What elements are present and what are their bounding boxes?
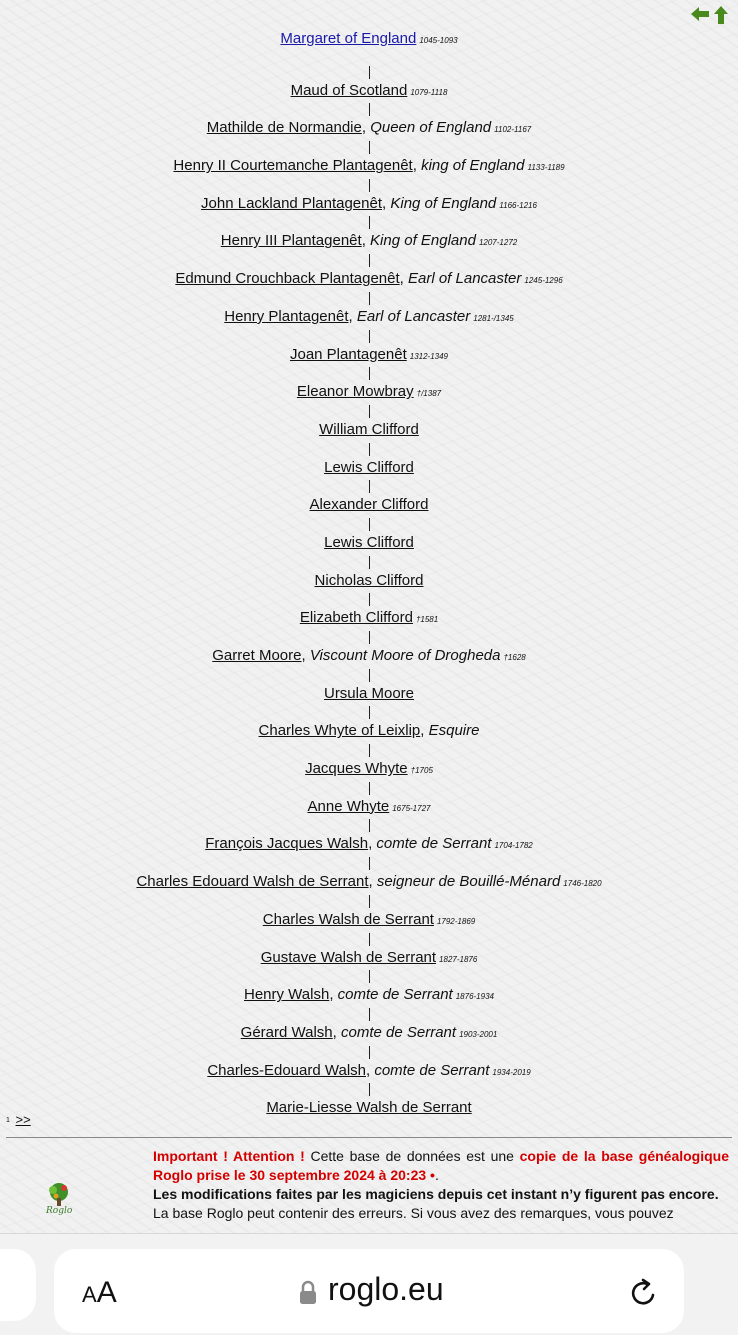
person-link[interactable]: Lewis Clifford bbox=[324, 533, 414, 551]
connector-line bbox=[369, 556, 370, 569]
lineage-item bbox=[0, 631, 738, 669]
person-dates: †1628 bbox=[503, 653, 526, 662]
notice-bold-line: Les modifications faites par les magiciens depuis cet instant n’y figurent pas encore. bbox=[153, 1186, 719, 1202]
person-link[interactable]: Charles Edouard Walsh de Serrant bbox=[136, 873, 369, 891]
person-row bbox=[0, 760, 738, 780]
person-link[interactable]: Henry Plantagenêt bbox=[224, 307, 349, 325]
lineage-item bbox=[0, 669, 738, 707]
person-title: King of England bbox=[390, 194, 497, 212]
lineage-item bbox=[0, 480, 738, 518]
connector-line bbox=[369, 744, 370, 757]
person-dates: 1792-1869 bbox=[436, 916, 476, 926]
up-link[interactable] bbox=[712, 5, 730, 25]
person-row bbox=[0, 609, 738, 629]
connector-line bbox=[369, 66, 370, 79]
lineage-item bbox=[0, 970, 738, 1008]
person-row: Garret Moore, Viscount Moore of Drogheda †1628 bbox=[212, 647, 526, 664]
connector-line bbox=[369, 179, 370, 192]
person-dates: 1079-1118 bbox=[410, 87, 448, 97]
connector-line bbox=[369, 141, 370, 154]
lineage-item bbox=[0, 518, 738, 556]
top-nav bbox=[690, 5, 730, 25]
person-row bbox=[0, 1099, 738, 1117]
person-link[interactable]: Garret Moore bbox=[212, 647, 302, 664]
person-row: Henry Plantagenêt, Earl of Lancaster 1281-/1345 bbox=[224, 307, 514, 325]
connector-line bbox=[369, 593, 370, 606]
lineage-item bbox=[0, 367, 738, 405]
person-dates: 1166-1216 bbox=[499, 200, 537, 210]
person-row bbox=[0, 534, 738, 552]
lineage-item bbox=[0, 556, 738, 594]
connector-line bbox=[369, 669, 370, 682]
person-dates: 1827-1876 bbox=[439, 954, 478, 964]
person-row bbox=[0, 82, 738, 102]
person-title: Queen of England bbox=[370, 119, 492, 137]
connector-line bbox=[369, 443, 370, 456]
person-row bbox=[0, 685, 738, 703]
connector-line bbox=[369, 1008, 370, 1021]
previous-tab-card[interactable] bbox=[0, 1249, 36, 1321]
connector-line bbox=[369, 970, 370, 983]
person-row bbox=[0, 798, 738, 818]
person-dates: 1934-2019 bbox=[492, 1067, 531, 1077]
url-text: roglo.eu bbox=[328, 1271, 444, 1307]
person-link[interactable]: Marie-Liesse Walsh de Serrant bbox=[266, 1099, 472, 1117]
lineage-item bbox=[0, 593, 738, 631]
person-row: Henry II Courtemanche Plantagenêt, king of England 1133-1189 bbox=[173, 157, 565, 175]
person-row bbox=[0, 496, 738, 514]
connector-line bbox=[369, 782, 370, 795]
lineage-item bbox=[0, 819, 738, 857]
person-row: François Jacques Walsh, comte de Serrant 1704-1782 bbox=[205, 835, 533, 853]
page-number: 1 bbox=[6, 1117, 10, 1125]
connector-line bbox=[369, 292, 370, 305]
person-title: comte de Serrant bbox=[337, 986, 453, 1004]
lineage-item bbox=[0, 28, 738, 66]
reader-settings-button[interactable]: AA bbox=[82, 1276, 117, 1309]
person-dates: 1675-1727 bbox=[392, 803, 431, 813]
divider bbox=[6, 1137, 732, 1138]
lineage-item bbox=[0, 179, 738, 217]
person-row: Edmund Crouchback Plantagenêt, Earl of Lancaster 1245-1296 bbox=[175, 270, 563, 288]
lineage-item bbox=[0, 66, 738, 104]
connector-line bbox=[369, 1046, 370, 1059]
person-title: King of England bbox=[370, 232, 476, 250]
person-link[interactable]: François Jacques Walsh bbox=[205, 835, 369, 853]
lineage-item bbox=[0, 706, 738, 744]
browser-toolbar bbox=[0, 1233, 738, 1335]
person-title: king of England bbox=[421, 157, 525, 175]
person-dates: †1581 bbox=[415, 615, 439, 625]
lineage-item bbox=[0, 933, 738, 971]
person-dates: 1245-1296 bbox=[524, 276, 563, 286]
lineage-item bbox=[0, 782, 738, 820]
connector-line bbox=[369, 933, 370, 946]
notice-text2: . bbox=[434, 1167, 439, 1183]
connector-line bbox=[369, 631, 370, 644]
notice-text1: Cette base de données est une bbox=[304, 1148, 520, 1164]
person-row bbox=[0, 949, 738, 969]
person-title: Esquire bbox=[428, 722, 480, 740]
person-link[interactable]: Margaret of England bbox=[280, 30, 417, 47]
person-row: Henry III Plantagenêt, King of England 1207-1272 bbox=[220, 232, 518, 250]
lineage-item bbox=[0, 1008, 738, 1046]
person-row: Henry Walsh, comte de Serrant 1876-1934 bbox=[244, 986, 494, 1004]
person-link[interactable]: Anne Whyte bbox=[307, 797, 390, 815]
person-link[interactable]: Lewis Clifford bbox=[324, 458, 414, 476]
connector-line bbox=[369, 480, 370, 493]
person-title: comte de Serrant bbox=[374, 1061, 490, 1079]
person-row bbox=[0, 346, 738, 366]
connector-line bbox=[369, 330, 370, 343]
person-link[interactable]: Nicholas Clifford bbox=[314, 571, 424, 589]
person-link[interactable]: William Clifford bbox=[319, 420, 419, 438]
person-dates: 1045-1093 bbox=[419, 36, 458, 45]
person-title: comte de Serrant bbox=[376, 835, 492, 853]
next-page-link[interactable]: >> bbox=[15, 1112, 31, 1127]
person-link[interactable]: Joan Plantagenêt bbox=[289, 345, 407, 363]
person-link[interactable]: Gérard Walsh bbox=[240, 1023, 333, 1041]
person-link[interactable]: Ursula Moore bbox=[323, 684, 415, 702]
person-link[interactable]: Eleanor Mowbray bbox=[296, 383, 414, 401]
person-link[interactable]: Elizabeth Clifford bbox=[299, 609, 413, 627]
lineage-item bbox=[0, 103, 738, 141]
person-title: Earl of Lancaster bbox=[356, 307, 471, 325]
lineage-item bbox=[0, 216, 738, 254]
lineage-item bbox=[0, 1046, 738, 1084]
person-row: Charles Edouard Walsh de Serrant, seigneur de Bouillé-Ménard 1746-1820 bbox=[136, 873, 602, 891]
arrow-left-icon bbox=[690, 5, 710, 23]
connector-line bbox=[369, 1083, 370, 1096]
person-link[interactable]: Edmund Crouchback Plantagenêt bbox=[175, 270, 400, 288]
lineage-item bbox=[0, 1083, 738, 1121]
connector-line bbox=[369, 216, 370, 229]
person-row bbox=[0, 911, 738, 931]
person-row: John Lackland Plantagenêt, King of England 1166-1216 bbox=[201, 194, 537, 212]
arrow-up-icon bbox=[712, 5, 730, 25]
lineage-item bbox=[0, 405, 738, 443]
person-link[interactable]: John Lackland Plantagenêt bbox=[201, 194, 383, 212]
notice-cut-line: La base Roglo peut contenir des erreurs. Si vous avez des remarques, vous pouvez bbox=[153, 1205, 674, 1221]
lock-icon bbox=[298, 1280, 318, 1306]
connector-line bbox=[369, 103, 370, 116]
person-dates: 1903-2001 bbox=[459, 1029, 498, 1039]
person-dates: 1207-1272 bbox=[478, 238, 518, 248]
lineage-item bbox=[0, 254, 738, 292]
connector-line bbox=[369, 518, 370, 531]
person-link[interactable]: Charles-Edouard Walsh bbox=[207, 1061, 366, 1079]
lineage-list bbox=[0, 28, 738, 1121]
person-row bbox=[0, 459, 738, 477]
person-row: Charles Whyte of Leixlip, Esquire bbox=[258, 722, 480, 740]
person-row bbox=[0, 421, 738, 439]
person-dates: 1876-1934 bbox=[455, 992, 494, 1002]
connector-line bbox=[369, 367, 370, 380]
address-bar[interactable] bbox=[54, 1249, 684, 1333]
connector-line bbox=[369, 895, 370, 908]
lineage-item bbox=[0, 857, 738, 895]
person-dates: †/1387 bbox=[416, 389, 442, 399]
person-dates: 1312-1349 bbox=[409, 351, 449, 361]
person-dates: 1704-1782 bbox=[494, 841, 533, 851]
person-dates: 1746-1820 bbox=[563, 879, 602, 889]
person-title: comte de Serrant bbox=[341, 1023, 457, 1041]
lineage-item bbox=[0, 141, 738, 179]
person-dates: 1133-1189 bbox=[527, 163, 565, 173]
lineage-item bbox=[0, 330, 738, 368]
person-link[interactable]: Alexander Clifford bbox=[309, 496, 429, 514]
connector-line bbox=[369, 405, 370, 418]
person-row: Gérard Walsh, comte de Serrant 1903-2001 bbox=[240, 1023, 498, 1041]
person-row bbox=[0, 383, 738, 403]
person-link[interactable]: Maud of Scotland bbox=[290, 81, 408, 99]
person-dates: 1281-/1345 bbox=[473, 313, 514, 323]
connector-line bbox=[369, 706, 370, 719]
person-row bbox=[0, 30, 738, 50]
person-title: Earl of Lancaster bbox=[407, 270, 522, 288]
person-row: Mathilde de Normandie, Queen of England 1102-1167 bbox=[206, 119, 532, 137]
pager bbox=[6, 1112, 31, 1127]
person-title: Viscount Moore of Drogheda bbox=[309, 647, 501, 664]
connector-line bbox=[369, 819, 370, 832]
person-link[interactable]: Henry III Plantagenêt bbox=[220, 232, 362, 250]
lineage-item bbox=[0, 443, 738, 481]
person-row: Charles-Edouard Walsh, comte de Serrant 1934-2019 bbox=[207, 1061, 531, 1079]
connector-line bbox=[369, 857, 370, 870]
back-link[interactable] bbox=[690, 5, 710, 25]
lineage-item bbox=[0, 895, 738, 933]
person-row bbox=[0, 572, 738, 590]
person-dates: 1102-1167 bbox=[494, 125, 532, 135]
logo-label: Roglo bbox=[46, 1206, 73, 1216]
person-link[interactable]: Gustave Walsh de Serrant bbox=[260, 948, 437, 966]
reload-icon[interactable] bbox=[628, 1277, 660, 1309]
person-link[interactable]: Charles Walsh de Serrant bbox=[262, 910, 434, 928]
person-link[interactable]: Jacques Whyte bbox=[305, 760, 408, 778]
person-link[interactable]: Henry II Courtemanche Plantagenêt bbox=[173, 157, 413, 175]
person-dates: †1705 bbox=[410, 766, 433, 776]
connector-line bbox=[369, 254, 370, 267]
person-link[interactable]: Charles Whyte of Leixlip bbox=[258, 722, 421, 740]
notice-important: Important ! Attention ! bbox=[153, 1148, 305, 1164]
lineage-item bbox=[0, 292, 738, 330]
person-title: seigneur de Bouillé-Ménard bbox=[376, 873, 561, 891]
lineage-item bbox=[0, 744, 738, 782]
person-link[interactable]: Henry Walsh bbox=[244, 986, 330, 1004]
notice-copy: copie de la base généalogique Roglo prise le 30 septembre 2024 à 20:23 • bbox=[153, 1148, 729, 1183]
person-link[interactable]: Mathilde de Normandie bbox=[206, 119, 362, 137]
notice bbox=[153, 1147, 729, 1223]
